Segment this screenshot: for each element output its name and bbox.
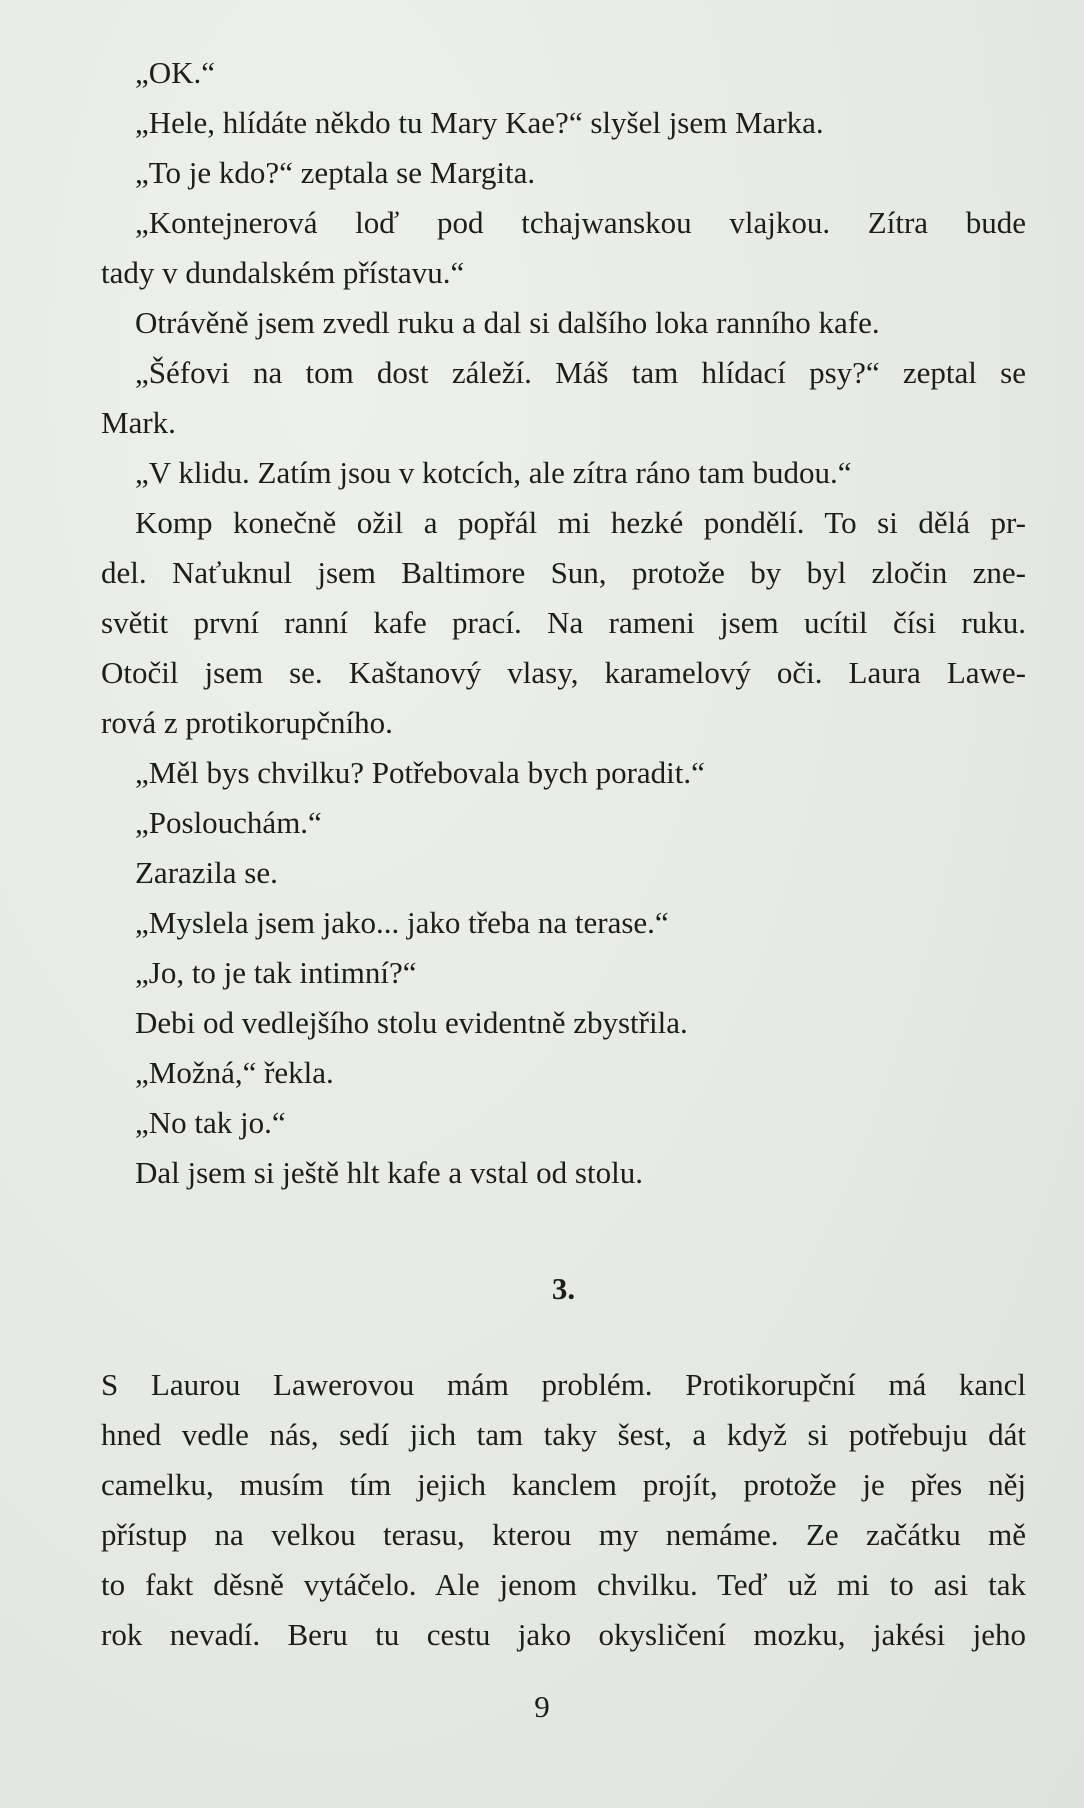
text-line: „Možná,“ řekla. [135,1055,334,1090]
paragraph [101,348,1026,448]
text-line: Komp konečně ožil a popřál mi hezké pondělí. To si dělá pr- [135,505,1026,540]
text-line: del. Naťuknul jsem Baltimore Sun, protože by byl zločin zne- [101,555,1026,590]
chapter-text [101,1360,1026,1660]
text-line: Otrávěně jsem zvedl ruku a dal si dalšího loka ranního kafe. [135,305,880,340]
paragraph [101,48,1026,98]
text-line: „Myslela jsem jako... jako třeba na terase.“ [135,905,669,940]
text-line: „No tak jo.“ [135,1105,286,1140]
chapter-paragraph [101,1360,1026,1660]
paragraph [101,1148,1026,1198]
text-line: „Hele, hlídáte někdo tu Mary Kae?“ slyšel jsem Marka. [135,105,824,140]
text-line: rová z protikorupčního. [101,705,393,740]
text-line: Otočil jsem se. Kaštanový vlasy, karamelový oči. Laura Lawe- [101,655,1026,690]
paragraph [101,298,1026,348]
paragraph [101,448,1026,498]
chapter-number: 3. [551,1271,576,1306]
page-number: 9 [534,1689,550,1724]
text-line: „Jo, to je tak intimní?“ [135,955,417,990]
text-line: hned vedle nás, sedí jich tam taky šest, a když si potřebuju dát [101,1417,1026,1452]
text-line: přístup na velkou terasu, kterou my nemáme. Ze začátku mě [101,1517,1026,1552]
paragraph [101,998,1026,1048]
book-page [101,48,1026,1652]
text-line: „Šéfovi na tom dost záleží. Máš tam hlídací psy?“ zeptal se [135,355,1026,390]
text-line: „To je kdo?“ zeptala se Margita. [135,155,536,190]
text-line: Debi od vedlejšího stolu evidentně zbystřila. [135,1005,688,1040]
paragraph [101,98,1026,148]
paragraph [101,148,1026,198]
text-line: „OK.“ [135,55,216,90]
text-line: „V klidu. Zatím jsou v kotcích, ale zítra ráno tam budou.“ [135,455,852,490]
paragraph [101,948,1026,998]
text-line: světit první ranní kafe prací. Na rameni jsem ucítil čísi ruku. [101,605,1026,640]
paragraph [101,898,1026,948]
text-line: camelku, musím tím jejich kanclem projít, protože je přes něj [101,1467,1026,1502]
paragraph [101,848,1026,898]
paragraph [101,748,1026,798]
text-line: „Poslouchám.“ [135,805,322,840]
text-line: „Kontejnerová loď pod tchajwanskou vlajkou. Zítra bude [135,205,1026,240]
text-line: „Měl bys chvilku? Potřebovala bych poradit.“ [135,755,705,790]
text-line: S Laurou Lawerovou mám problém. Protikorupční má kancl [101,1367,1026,1402]
text-line: Mark. [101,405,176,440]
paragraph [101,1098,1026,1148]
text-line: to fakt děsně vytáčelo. Ale jenom chvilku. Teď už mi to asi tak [101,1567,1026,1602]
paragraph [101,198,1026,298]
paragraph [101,798,1026,848]
text-line: Zarazila se. [135,855,278,890]
text-line: tady v dundalském přístavu.“ [101,255,465,290]
body-text [101,48,1026,1198]
paragraph [101,1048,1026,1098]
text-line: rok nevadí. Beru tu cestu jako okysličení mozku, jakési jeho [101,1617,1026,1652]
text-line: Dal jsem si ještě hlt kafe a vstal od stolu. [135,1155,643,1190]
paragraph [101,498,1026,748]
